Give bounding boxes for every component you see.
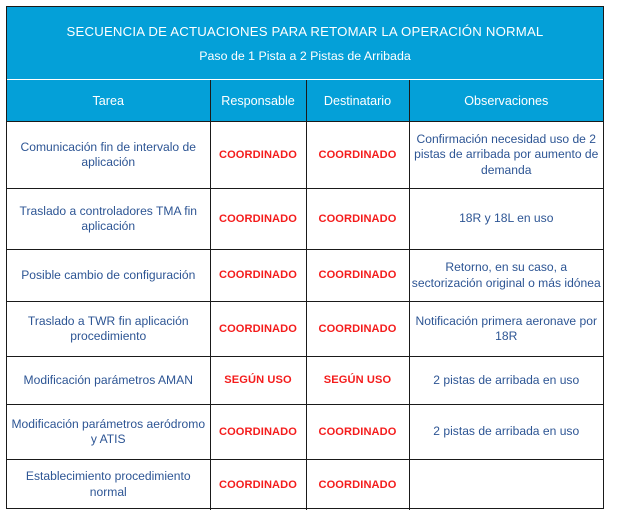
table-row: [7, 357, 603, 405]
observaciones-text: 2 pistas de arribada en uso: [433, 424, 580, 439]
cell-destinatario: [306, 357, 409, 405]
page-subtitle: Paso de 1 Pista a 2 Pistas de Arribada: [199, 48, 411, 63]
cell-destinatario: [306, 250, 409, 302]
cell-destinatario: [306, 405, 409, 460]
title-row: [7, 7, 603, 80]
table-row: [7, 122, 603, 189]
table-row: [7, 460, 603, 510]
destinatario-text: COORDINADO: [318, 478, 397, 491]
responsable-text: COORDINADO: [218, 425, 298, 438]
column-header-responsable: Responsable: [210, 80, 306, 122]
column-header-tarea: Tarea: [7, 80, 210, 122]
tarea-text: Posible cambio de configuración: [21, 267, 196, 282]
cell-responsable: [210, 357, 306, 405]
cell-observaciones: [409, 405, 603, 460]
cell-responsable: [210, 189, 306, 250]
responsable-text: COORDINADO: [218, 478, 298, 491]
cell-observaciones: [409, 250, 603, 302]
procedure-table-frame: [6, 6, 604, 509]
cell-tarea: [7, 405, 210, 460]
cell-observaciones: [409, 357, 603, 405]
responsable-text: COORDINADO: [218, 212, 298, 225]
cell-tarea: [7, 302, 210, 357]
cell-responsable: [210, 460, 306, 510]
tarea-text: Modificación parámetros AMAN: [23, 372, 193, 387]
cell-destinatario: [306, 302, 409, 357]
observaciones-text: 18R y 18L en uso: [459, 211, 554, 226]
tarea-text: Establecimiento procedimiento normal: [25, 469, 191, 499]
cell-destinatario: [306, 460, 409, 510]
responsable-text: SEGÚN USO: [224, 374, 292, 387]
column-header-observaciones: Observaciones: [409, 80, 603, 122]
destinatario-text: COORDINADO: [318, 322, 397, 335]
destinatario-text: COORDINADO: [318, 148, 397, 161]
cell-tarea: [7, 250, 210, 302]
cell-tarea: [7, 122, 210, 189]
cell-responsable: [210, 302, 306, 357]
destinatario-text: SEGÚN USO: [323, 374, 392, 387]
tarea-text: Modificación parámetros aeródromo y ATIS: [11, 416, 206, 446]
tarea-text: Traslado a TWR fin aplicación procedimiento: [27, 313, 189, 343]
cell-tarea: [7, 460, 210, 510]
destinatario-text: COORDINADO: [318, 425, 397, 438]
destinatario-text: COORDINADO: [318, 269, 397, 282]
page-title: SECUENCIA DE ACTUACIONES PARA RETOMAR LA OPERACIÓN NORMAL: [66, 24, 544, 40]
procedure-table: [7, 7, 603, 510]
cell-destinatario: [306, 122, 409, 189]
cell-observaciones: [409, 302, 603, 357]
tarea-text: Comunicación fin de intervalo de aplicación: [20, 139, 196, 169]
column-header-row: [7, 80, 603, 122]
cell-responsable: [210, 122, 306, 189]
title-band: [7, 7, 603, 80]
observaciones-text: Confirmación necesidad uso de 2 pistas de arribada por aumento de demanda: [414, 131, 599, 177]
observaciones-text: Retorno, en su caso, a sectorización original o más idónea: [411, 260, 601, 290]
cell-tarea: [7, 189, 210, 250]
table-row: [7, 189, 603, 250]
table-row: [7, 405, 603, 460]
cell-responsable: [210, 250, 306, 302]
responsable-text: COORDINADO: [218, 322, 298, 335]
destinatario-text: COORDINADO: [318, 212, 397, 225]
tarea-text: Traslado a controladores TMA fin aplicación: [19, 203, 197, 233]
cell-responsable: [210, 405, 306, 460]
table-row: [7, 250, 603, 302]
responsable-text: COORDINADO: [218, 269, 298, 282]
cell-observaciones: [409, 189, 603, 250]
observaciones-text: Notificación primera aeronave por 18R: [415, 313, 597, 343]
cell-observaciones: [409, 122, 603, 189]
cell-observaciones: [409, 460, 603, 510]
cell-destinatario: [306, 189, 409, 250]
responsable-text: COORDINADO: [218, 148, 298, 161]
cell-tarea: [7, 357, 210, 405]
observaciones-text: 2 pistas de arribada en uso: [433, 372, 580, 387]
table-row: [7, 302, 603, 357]
column-header-destinatario: Destinatario: [306, 80, 409, 122]
